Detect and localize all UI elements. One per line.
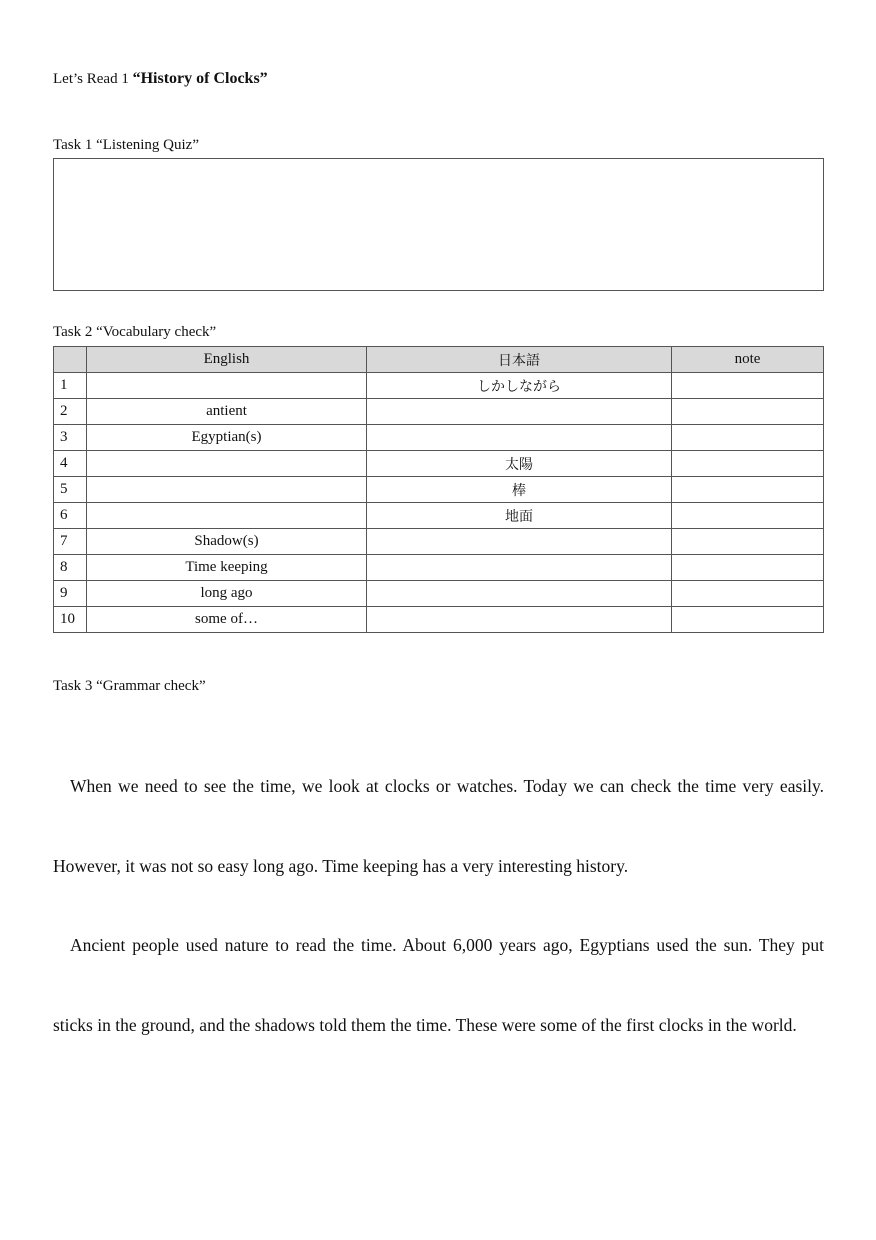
row-number-cell: 8: [54, 555, 87, 581]
note-cell[interactable]: [672, 425, 824, 451]
document-title: [53, 70, 268, 88]
row-number-cell: 1: [54, 373, 87, 399]
japanese-cell[interactable]: [367, 425, 672, 451]
row-number-cell: 5: [54, 477, 87, 503]
table-row: [54, 503, 824, 529]
table-row: [54, 555, 824, 581]
table-row: [54, 373, 824, 399]
note-cell[interactable]: [672, 503, 824, 529]
document-title-prefix: Let’s Read 1: [53, 71, 129, 87]
table-row: [54, 607, 824, 633]
english-cell[interactable]: some of…: [87, 607, 367, 633]
japanese-cell[interactable]: 太陽: [367, 451, 672, 477]
note-cell[interactable]: [672, 373, 824, 399]
japanese-cell[interactable]: しかしながら: [367, 373, 672, 399]
english-cell[interactable]: [87, 373, 367, 399]
table-header-row: [54, 347, 824, 373]
table-row: [54, 399, 824, 425]
reading-paragraph: When we need to see the time, we look at clocks or watches. Today we can check the time very easily. However, it was not so easy long ago. Time keeping has a very interesting history.: [53, 776, 824, 876]
english-cell[interactable]: [87, 503, 367, 529]
table-row: [54, 477, 824, 503]
row-number-cell: 2: [54, 399, 87, 425]
japanese-cell[interactable]: [367, 607, 672, 633]
document-title-main: “History of Clocks”: [132, 70, 268, 87]
english-cell[interactable]: [87, 451, 367, 477]
english-cell[interactable]: long ago: [87, 581, 367, 607]
table-row: [54, 451, 824, 477]
reading-paragraph: Ancient people used nature to read the time. About 6,000 years ago, Egyptians used the sun. They put sticks in the ground, and the shadows told them the time. These were some of the first clocks in the world.: [53, 935, 824, 1035]
row-number-cell: 9: [54, 581, 87, 607]
note-cell[interactable]: [672, 581, 824, 607]
english-cell[interactable]: Shadow(s): [87, 529, 367, 555]
table-row: [54, 581, 824, 607]
note-cell[interactable]: [672, 477, 824, 503]
column-header-english: English: [87, 347, 367, 373]
reading-passage: [53, 747, 824, 1065]
column-header-japanese: 日本語: [367, 347, 672, 373]
japanese-cell[interactable]: 棒: [367, 477, 672, 503]
japanese-cell[interactable]: [367, 529, 672, 555]
listening-answer-box[interactable]: [53, 158, 824, 291]
row-number-cell: 3: [54, 425, 87, 451]
vocabulary-table-body: [54, 373, 824, 633]
english-cell[interactable]: Time keeping: [87, 555, 367, 581]
japanese-cell[interactable]: [367, 555, 672, 581]
note-cell[interactable]: [672, 399, 824, 425]
japanese-cell[interactable]: [367, 581, 672, 607]
table-row: [54, 425, 824, 451]
task2-title: Task 2 “Vocabulary check”: [53, 324, 217, 340]
japanese-cell[interactable]: 地面: [367, 503, 672, 529]
column-header-number: [54, 347, 87, 373]
task3-title: Task 3 “Grammar check”: [53, 678, 206, 694]
note-cell[interactable]: [672, 529, 824, 555]
column-header-note: note: [672, 347, 824, 373]
note-cell[interactable]: [672, 607, 824, 633]
table-row: [54, 529, 824, 555]
task1-title: Task 1 “Listening Quiz”: [53, 137, 199, 153]
note-cell[interactable]: [672, 555, 824, 581]
row-number-cell: 7: [54, 529, 87, 555]
row-number-cell: 10: [54, 607, 87, 633]
vocabulary-table: [53, 346, 824, 633]
row-number-cell: 4: [54, 451, 87, 477]
english-cell[interactable]: [87, 477, 367, 503]
english-cell[interactable]: antient: [87, 399, 367, 425]
note-cell[interactable]: [672, 451, 824, 477]
japanese-cell[interactable]: [367, 399, 672, 425]
row-number-cell: 6: [54, 503, 87, 529]
english-cell[interactable]: Egyptian(s): [87, 425, 367, 451]
